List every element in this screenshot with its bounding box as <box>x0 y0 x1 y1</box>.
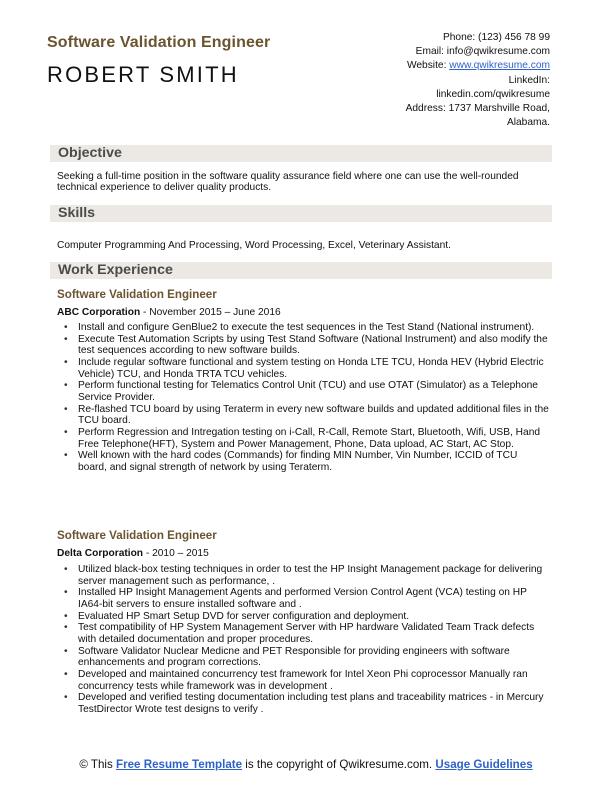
skills-text: Computer Programming And Processing, Word Processing, Excel, Veterinary Assistant. <box>57 240 451 251</box>
duty-item: • Well known with the hard codes (Commands) for finding MIN Number, Vin Number, ICCID of TCU board, and signal strength of network by using Teraterm. <box>57 450 549 473</box>
duty-item: • Installed HP Insight Management Agents and performed Version Control Agent (VCA) testing on HP IA64-bit servers to ensure installed software and . <box>57 587 549 610</box>
copyright-footer <box>60 758 552 771</box>
phone-text: Phone: (123) 456 78 99 <box>442 32 550 43</box>
website-line <box>310 59 550 73</box>
skills-heading: Skills <box>58 205 96 221</box>
duty-item: • Execute Test Automation Scripts by using Test Stand Software (National Instrument) and also modify the test sequences according to new software builds. <box>57 334 549 357</box>
job-dates-1: - November 2015 – June 2016 <box>140 307 281 318</box>
free-resume-template-link[interactable]: Free Resume Template <box>116 758 243 771</box>
duty-item: • Install and configure GenBlue2 to execute the test sequences in the Test Stand (National instrument). <box>57 322 549 334</box>
duty-item: • Developed and verified testing documentation including test plans and traceability matrices - in Mercury TestDirector Wrote test designs to verify . <box>57 692 549 715</box>
candidate-name: ROBERT SMITH <box>47 62 239 87</box>
footer-prefix: © This <box>79 758 116 771</box>
skills-section-bar <box>50 205 552 222</box>
duty-item: • Evaluated HP Smart Setup DVD for server configuration and deployment. <box>57 611 549 623</box>
address-line-2: Alabama. <box>506 117 550 129</box>
objective-text: Seeking a full-time position in the software quality assurance field where one can use the well-rounded technical experience to deliver quality products. <box>57 171 519 194</box>
duties-list-1 <box>57 322 549 474</box>
footer-middle: is the copyright of Qwikresume.com. <box>242 758 436 771</box>
duty-item: • Test compatibility of HP System Management Server with HP hardware Validated Team Track defects with detailed documentation and proper procedures. <box>57 622 549 645</box>
linkedin-text: linkedin.com/qwikresume <box>436 88 550 100</box>
work-experience-section-bar <box>50 262 552 279</box>
company-line-1 <box>57 307 281 318</box>
company-line-2 <box>57 548 209 559</box>
duty-item: • Developed and maintained concurrency test framework for Intel Xeon Phi coprocessor Manually ran concurrency tests while framework was in development . <box>57 669 549 692</box>
job-title-2: Software Validation Engineer <box>57 529 217 542</box>
address-line-1: Address: 1737 Marshville Road, <box>405 103 550 115</box>
website-link[interactable]: www.qwikresume.com <box>449 60 550 72</box>
objective-heading: Objective <box>58 145 122 161</box>
website-label: Website: <box>406 60 450 72</box>
usage-guidelines-link[interactable]: Usage Guidelines <box>435 758 533 771</box>
duty-item: • Perform functional testing for Telematics Control Unit (TCU) and use OTAT (Simulator) as a Telephone Service Provider. <box>57 380 549 403</box>
duty-item: • Re-flashed TCU board by using Teraterm in every new software builds and updated additional files in the TCU board. <box>57 404 549 427</box>
duty-item: • Include regular software functional and system testing on Honda LTE TCU, Honda HEV (Hybrid Electric Vehicle) TCU, and Honda TRTA TCU vehicles. <box>57 357 549 380</box>
work-experience-heading: Work Experience <box>58 262 173 278</box>
job-title-1: Software Validation Engineer <box>57 288 217 301</box>
company-name-1: ABC Corporation <box>57 307 141 318</box>
duties-list-2 <box>57 564 549 716</box>
linkedin-label: LinkedIn: <box>508 74 550 86</box>
contact-block <box>310 31 550 130</box>
resume-job-title: Software Validation Engineer <box>47 34 271 51</box>
job-dates-2: - 2010 – 2015 <box>143 548 209 559</box>
duty-item: • Perform Regression and Intregation testing on i-Call, R-Call, Remote Start, Bluetooth, Wifi, USB, Hand Free Telephone(HFT), System and Power Management, Phone, Data upload, AC Start, AC Stop. <box>57 427 549 450</box>
company-name-2: Delta Corporation <box>57 548 144 559</box>
duty-item: • Utilized black-box testing techniques in order to test the HP Insight Management package for delivering server management such as performance, . <box>57 564 549 587</box>
email-text: Email: info@qwikresume.com <box>415 46 550 58</box>
objective-section-bar <box>50 145 552 162</box>
duty-item: • Software Validator Nuclear Medicne and PET Responsible for providing engineers with software enhancements and program corrections. <box>57 646 549 669</box>
